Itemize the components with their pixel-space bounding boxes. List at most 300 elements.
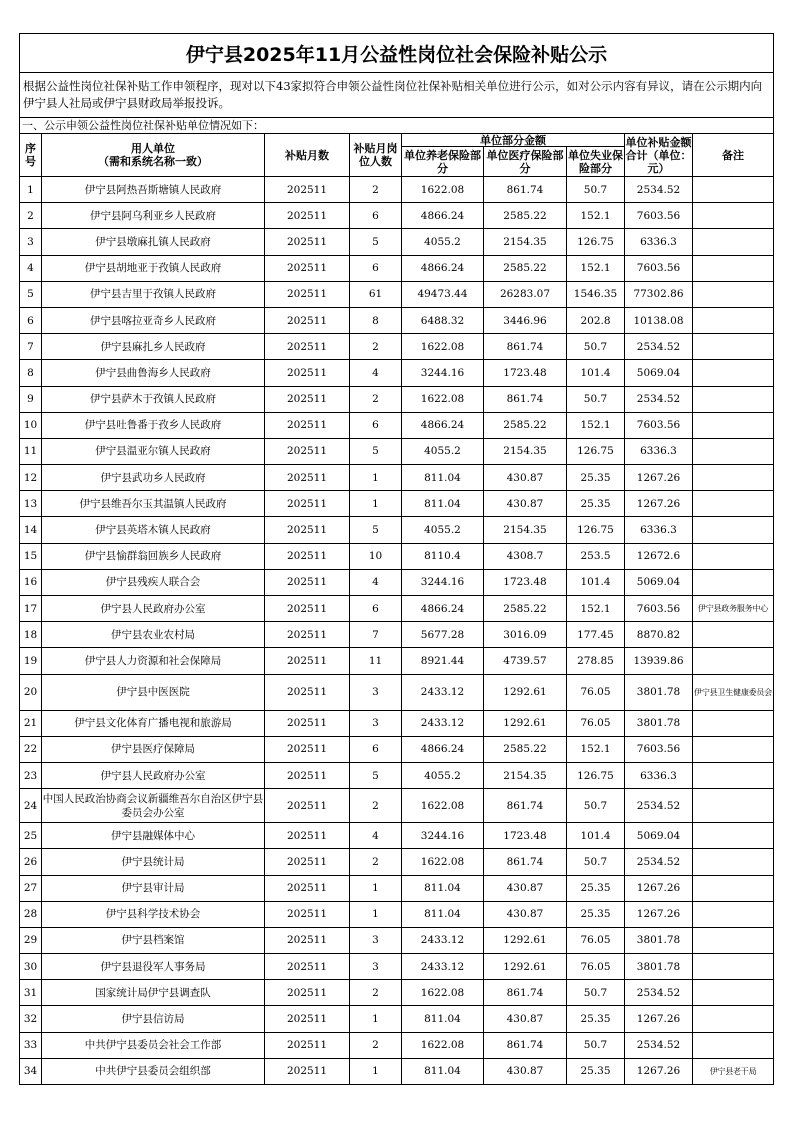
cell-seq: 20 xyxy=(20,674,42,710)
cell-unit: 伊宁县喀拉亚奇乡人民政府 xyxy=(42,307,265,333)
cell-month: 202511 xyxy=(265,927,350,953)
cell-unit: 伊宁县愉群翁回族乡人民政府 xyxy=(42,543,265,569)
cell-seq: 8 xyxy=(20,360,42,386)
cell-pension: 3244.16 xyxy=(402,823,484,849)
cell-unemployment: 50.7 xyxy=(567,177,625,203)
table-row xyxy=(20,334,774,360)
cell-note xyxy=(693,648,774,674)
cell-unemployment: 126.75 xyxy=(567,438,625,464)
cell-unemployment: 50.7 xyxy=(567,1032,625,1058)
cell-unemployment: 101.4 xyxy=(567,569,625,595)
table-row xyxy=(20,569,774,595)
cell-total: 7603.56 xyxy=(625,736,693,762)
cell-medical: 2154.35 xyxy=(484,517,567,543)
cell-pension: 1622.08 xyxy=(402,386,484,412)
cell-seq: 1 xyxy=(20,177,42,203)
cell-total: 5069.04 xyxy=(625,360,693,386)
cell-unemployment: 177.45 xyxy=(567,622,625,648)
table-row xyxy=(20,622,774,648)
cell-medical: 3446.96 xyxy=(484,307,567,333)
cell-pension: 811.04 xyxy=(402,1006,484,1032)
cell-unemployment: 50.7 xyxy=(567,980,625,1006)
cell-unemployment: 50.7 xyxy=(567,789,625,823)
table-row xyxy=(20,875,774,901)
table-row xyxy=(20,255,774,281)
cell-medical: 1292.61 xyxy=(484,954,567,980)
cell-medical: 26283.07 xyxy=(484,281,567,307)
cell-unit: 伊宁县阿乌利亚乡人民政府 xyxy=(42,203,265,229)
cell-month: 202511 xyxy=(265,203,350,229)
cell-month: 202511 xyxy=(265,674,350,710)
cell-note xyxy=(693,927,774,953)
cell-pension: 1622.08 xyxy=(402,789,484,823)
cell-seq: 26 xyxy=(20,849,42,875)
cell-unit: 伊宁县审计局 xyxy=(42,875,265,901)
cell-total: 7603.56 xyxy=(625,203,693,229)
cell-unit: 伊宁县英塔木镇人民政府 xyxy=(42,517,265,543)
cell-unemployment: 152.1 xyxy=(567,203,625,229)
cell-unit: 伊宁县维吾尔玉其温镇人民政府 xyxy=(42,491,265,517)
cell-total: 6336.3 xyxy=(625,438,693,464)
cell-month: 202511 xyxy=(265,281,350,307)
cell-medical: 430.87 xyxy=(484,1006,567,1032)
cell-seq: 18 xyxy=(20,622,42,648)
cell-month: 202511 xyxy=(265,517,350,543)
cell-persons: 61 xyxy=(350,281,402,307)
cell-unit: 伊宁县温亚尔镇人民政府 xyxy=(42,438,265,464)
cell-note xyxy=(693,1032,774,1058)
cell-note: 伊宁县卫生健康委员会 xyxy=(693,674,774,710)
cell-total: 1267.26 xyxy=(625,901,693,927)
cell-medical: 430.87 xyxy=(484,465,567,491)
cell-month: 202511 xyxy=(265,1058,350,1084)
cell-total: 2534.52 xyxy=(625,386,693,412)
cell-note xyxy=(693,229,774,255)
header-unemployment: 单位失业保险部分 xyxy=(568,148,623,175)
cell-pension: 811.04 xyxy=(402,465,484,491)
header-unit-label: 用人单位 xyxy=(131,142,175,155)
header-note: 备注 xyxy=(693,134,774,177)
cell-persons: 8 xyxy=(350,307,402,333)
cell-month: 202511 xyxy=(265,736,350,762)
cell-persons: 6 xyxy=(350,255,402,281)
cell-unit: 伊宁县退役军人事务局 xyxy=(42,954,265,980)
cell-note xyxy=(693,569,774,595)
cell-unit: 伊宁县曲鲁海乡人民政府 xyxy=(42,360,265,386)
cell-unemployment: 126.75 xyxy=(567,229,625,255)
cell-medical: 2154.35 xyxy=(484,229,567,255)
subsidy-table xyxy=(19,33,774,1085)
cell-month: 202511 xyxy=(265,762,350,788)
cell-pension: 4866.24 xyxy=(402,736,484,762)
cell-note xyxy=(693,177,774,203)
cell-pension: 4055.2 xyxy=(402,517,484,543)
cell-month: 202511 xyxy=(265,412,350,438)
cell-persons: 3 xyxy=(350,927,402,953)
table-row xyxy=(20,789,774,823)
cell-unemployment: 152.1 xyxy=(567,736,625,762)
cell-month: 202511 xyxy=(265,823,350,849)
cell-unemployment: 278.85 xyxy=(567,648,625,674)
cell-total: 2534.52 xyxy=(625,1032,693,1058)
cell-unemployment: 50.7 xyxy=(567,334,625,360)
cell-total: 1267.26 xyxy=(625,875,693,901)
cell-unemployment: 25.35 xyxy=(567,465,625,491)
cell-total: 3801.78 xyxy=(625,674,693,710)
cell-persons: 2 xyxy=(350,177,402,203)
cell-pension: 4055.2 xyxy=(402,438,484,464)
cell-persons: 2 xyxy=(350,334,402,360)
cell-medical: 430.87 xyxy=(484,491,567,517)
cell-pension: 4055.2 xyxy=(402,229,484,255)
cell-pension: 811.04 xyxy=(402,1058,484,1084)
cell-unemployment: 76.05 xyxy=(567,927,625,953)
cell-month: 202511 xyxy=(265,849,350,875)
cell-pension: 4055.2 xyxy=(402,762,484,788)
table-row xyxy=(20,954,774,980)
table-row xyxy=(20,438,774,464)
cell-medical: 1292.61 xyxy=(484,674,567,710)
cell-total: 12672.6 xyxy=(625,543,693,569)
cell-pension: 8110.4 xyxy=(402,543,484,569)
cell-month: 202511 xyxy=(265,334,350,360)
table-row xyxy=(20,648,774,674)
cell-unemployment: 25.35 xyxy=(567,1058,625,1084)
cell-seq: 33 xyxy=(20,1032,42,1058)
cell-total: 6336.3 xyxy=(625,229,693,255)
cell-month: 202511 xyxy=(265,438,350,464)
cell-pension: 4866.24 xyxy=(402,412,484,438)
cell-medical: 1723.48 xyxy=(484,360,567,386)
cell-persons: 1 xyxy=(350,875,402,901)
table-row xyxy=(20,229,774,255)
cell-unemployment: 25.35 xyxy=(567,491,625,517)
cell-total: 7603.56 xyxy=(625,412,693,438)
cell-persons: 3 xyxy=(350,674,402,710)
cell-unemployment: 25.35 xyxy=(567,901,625,927)
cell-note xyxy=(693,622,774,648)
cell-total: 1267.26 xyxy=(625,1006,693,1032)
cell-month: 202511 xyxy=(265,954,350,980)
table-row xyxy=(20,543,774,569)
cell-total: 2534.52 xyxy=(625,177,693,203)
header-unit xyxy=(42,134,265,177)
cell-total: 3801.78 xyxy=(625,954,693,980)
cell-month: 202511 xyxy=(265,596,350,622)
cell-seq: 34 xyxy=(20,1058,42,1084)
table-row xyxy=(20,465,774,491)
intro-paragraph: 根据公益性岗位社保补贴工作申领程序，现对以下43家拟符合申领公益性岗位社保补贴相关单位进行公示，如对公示内容有异议，请在公示期内向伊宁县人社局或伊宁县财政局举报投诉。 xyxy=(20,73,774,118)
cell-medical: 861.74 xyxy=(484,177,567,203)
header-medical: 单位医疗保险部分 xyxy=(484,147,567,177)
cell-total: 1267.26 xyxy=(625,491,693,517)
cell-medical: 2585.22 xyxy=(484,412,567,438)
cell-medical: 1292.61 xyxy=(484,927,567,953)
cell-seq: 9 xyxy=(20,386,42,412)
table-row xyxy=(20,177,774,203)
cell-seq: 15 xyxy=(20,543,42,569)
cell-unemployment: 101.4 xyxy=(567,823,625,849)
cell-unit: 伊宁县麻扎乡人民政府 xyxy=(42,334,265,360)
cell-total: 7603.56 xyxy=(625,255,693,281)
cell-unemployment: 76.05 xyxy=(567,674,625,710)
cell-persons: 6 xyxy=(350,736,402,762)
cell-seq: 7 xyxy=(20,334,42,360)
cell-note xyxy=(693,517,774,543)
cell-pension: 811.04 xyxy=(402,875,484,901)
cell-pension: 1622.08 xyxy=(402,1032,484,1058)
cell-unemployment: 1546.35 xyxy=(567,281,625,307)
header-seq: 序号 xyxy=(20,134,42,177)
cell-medical: 861.74 xyxy=(484,334,567,360)
cell-month: 202511 xyxy=(265,307,350,333)
cell-note: 伊宁县政务服务中心 xyxy=(693,596,774,622)
table-row xyxy=(20,710,774,736)
cell-unemployment: 76.05 xyxy=(567,954,625,980)
table-row xyxy=(20,386,774,412)
cell-persons: 2 xyxy=(350,849,402,875)
cell-seq: 16 xyxy=(20,569,42,595)
cell-note xyxy=(693,823,774,849)
cell-unit: 伊宁县胡地亚于孜镇人民政府 xyxy=(42,255,265,281)
cell-persons: 5 xyxy=(350,762,402,788)
cell-persons: 5 xyxy=(350,517,402,543)
cell-month: 202511 xyxy=(265,1006,350,1032)
cell-unit: 伊宁县医疗保障局 xyxy=(42,736,265,762)
cell-unemployment: 126.75 xyxy=(567,517,625,543)
cell-unemployment: 50.7 xyxy=(567,386,625,412)
cell-total: 2534.52 xyxy=(625,980,693,1006)
cell-note xyxy=(693,849,774,875)
cell-note xyxy=(693,980,774,1006)
cell-note xyxy=(693,901,774,927)
cell-note xyxy=(693,386,774,412)
cell-month: 202511 xyxy=(265,789,350,823)
cell-medical: 2154.35 xyxy=(484,762,567,788)
cell-note xyxy=(693,255,774,281)
cell-medical: 861.74 xyxy=(484,1032,567,1058)
cell-persons: 10 xyxy=(350,543,402,569)
cell-medical: 2585.22 xyxy=(484,736,567,762)
cell-unit: 伊宁县萨木于孜镇人民政府 xyxy=(42,386,265,412)
cell-seq: 10 xyxy=(20,412,42,438)
cell-unit: 伊宁县武功乡人民政府 xyxy=(42,465,265,491)
cell-note xyxy=(693,875,774,901)
cell-medical: 2154.35 xyxy=(484,438,567,464)
cell-seq: 17 xyxy=(20,596,42,622)
cell-month: 202511 xyxy=(265,901,350,927)
cell-seq: 22 xyxy=(20,736,42,762)
cell-persons: 1 xyxy=(350,491,402,517)
cell-seq: 12 xyxy=(20,465,42,491)
cell-persons: 11 xyxy=(350,648,402,674)
cell-unit: 伊宁县科学技术协会 xyxy=(42,901,265,927)
cell-pension: 49473.44 xyxy=(402,281,484,307)
cell-seq: 32 xyxy=(20,1006,42,1032)
cell-medical: 430.87 xyxy=(484,901,567,927)
cell-month: 202511 xyxy=(265,255,350,281)
cell-unit: 伊宁县信访局 xyxy=(42,1006,265,1032)
cell-seq: 29 xyxy=(20,927,42,953)
table-row xyxy=(20,823,774,849)
header-month: 补贴月数 xyxy=(265,134,350,177)
cell-pension: 811.04 xyxy=(402,901,484,927)
cell-month: 202511 xyxy=(265,360,350,386)
cell-total: 1267.26 xyxy=(625,465,693,491)
cell-unemployment: 126.75 xyxy=(567,762,625,788)
cell-persons: 6 xyxy=(350,596,402,622)
header-pension: 单位养老保险部分 xyxy=(402,147,484,177)
table-row xyxy=(20,901,774,927)
cell-month: 202511 xyxy=(265,622,350,648)
cell-unit: 伊宁县墩麻扎镇人民政府 xyxy=(42,229,265,255)
cell-note xyxy=(693,412,774,438)
cell-total: 8870.82 xyxy=(625,622,693,648)
cell-seq: 3 xyxy=(20,229,42,255)
cell-month: 202511 xyxy=(265,980,350,1006)
cell-total: 77302.86 xyxy=(625,281,693,307)
table-row xyxy=(20,1006,774,1032)
cell-pension: 4866.24 xyxy=(402,203,484,229)
cell-note xyxy=(693,334,774,360)
cell-total: 13939.86 xyxy=(625,648,693,674)
cell-note xyxy=(693,360,774,386)
cell-unemployment: 152.1 xyxy=(567,255,625,281)
cell-seq: 27 xyxy=(20,875,42,901)
cell-medical: 861.74 xyxy=(484,789,567,823)
cell-persons: 1 xyxy=(350,901,402,927)
cell-total: 6336.3 xyxy=(625,517,693,543)
cell-seq: 4 xyxy=(20,255,42,281)
table-row xyxy=(20,307,774,333)
cell-note xyxy=(693,736,774,762)
cell-note xyxy=(693,710,774,736)
cell-pension: 2433.12 xyxy=(402,710,484,736)
cell-pension: 1622.08 xyxy=(402,334,484,360)
cell-month: 202511 xyxy=(265,229,350,255)
cell-unemployment: 253.5 xyxy=(567,543,625,569)
cell-persons: 6 xyxy=(350,203,402,229)
table-row xyxy=(20,674,774,710)
cell-unemployment: 25.35 xyxy=(567,1006,625,1032)
cell-medical: 4739.57 xyxy=(484,648,567,674)
table-body xyxy=(20,177,774,1085)
cell-persons: 4 xyxy=(350,569,402,595)
cell-pension: 5677.28 xyxy=(402,622,484,648)
cell-seq: 6 xyxy=(20,307,42,333)
cell-note xyxy=(693,1006,774,1032)
cell-medical: 1723.48 xyxy=(484,823,567,849)
cell-pension: 6488.32 xyxy=(402,307,484,333)
cell-medical: 1723.48 xyxy=(484,569,567,595)
cell-pension: 4866.24 xyxy=(402,255,484,281)
cell-persons: 5 xyxy=(350,438,402,464)
cell-unemployment: 101.4 xyxy=(567,360,625,386)
cell-unit: 伊宁县中医医院 xyxy=(42,674,265,710)
table-row xyxy=(20,203,774,229)
cell-medical: 861.74 xyxy=(484,849,567,875)
cell-persons: 5 xyxy=(350,229,402,255)
cell-pension: 2433.12 xyxy=(402,954,484,980)
cell-seq: 19 xyxy=(20,648,42,674)
cell-seq: 14 xyxy=(20,517,42,543)
cell-persons: 2 xyxy=(350,980,402,1006)
cell-persons: 1 xyxy=(350,1006,402,1032)
cell-unemployment: 76.05 xyxy=(567,710,625,736)
table-row xyxy=(20,736,774,762)
cell-persons: 1 xyxy=(350,1058,402,1084)
cell-note xyxy=(693,465,774,491)
cell-note xyxy=(693,762,774,788)
cell-pension: 1622.08 xyxy=(402,849,484,875)
cell-note xyxy=(693,281,774,307)
header-total: 单位补贴金额合计（单位：元） xyxy=(625,135,692,175)
cell-persons: 4 xyxy=(350,823,402,849)
cell-pension: 3244.16 xyxy=(402,360,484,386)
cell-seq: 28 xyxy=(20,901,42,927)
cell-unit: 伊宁县文化体育广播电视和旅游局 xyxy=(42,710,265,736)
notice-sheet xyxy=(19,33,773,1085)
cell-unit: 伊宁县吉里于孜镇人民政府 xyxy=(42,281,265,307)
cell-unit: 伊宁县人力资源和社会保障局 xyxy=(42,648,265,674)
cell-persons: 2 xyxy=(350,386,402,412)
cell-unit: 伊宁县统计局 xyxy=(42,849,265,875)
cell-total: 7603.56 xyxy=(625,596,693,622)
cell-medical: 4308.7 xyxy=(484,543,567,569)
cell-medical: 2585.22 xyxy=(484,596,567,622)
cell-unit: 伊宁县吐鲁番于孜乡人民政府 xyxy=(42,412,265,438)
cell-note xyxy=(693,438,774,464)
header-unit-sub: （需和系统名称一致） xyxy=(98,155,208,168)
cell-month: 202511 xyxy=(265,177,350,203)
cell-note xyxy=(693,307,774,333)
table-row xyxy=(20,1032,774,1058)
cell-medical: 2585.22 xyxy=(484,255,567,281)
cell-medical: 2585.22 xyxy=(484,203,567,229)
cell-note xyxy=(693,203,774,229)
cell-medical: 430.87 xyxy=(484,1058,567,1084)
cell-seq: 25 xyxy=(20,823,42,849)
cell-total: 2534.52 xyxy=(625,789,693,823)
table-row xyxy=(20,491,774,517)
table-row xyxy=(20,596,774,622)
cell-medical: 430.87 xyxy=(484,875,567,901)
cell-pension: 1622.08 xyxy=(402,980,484,1006)
cell-persons: 6 xyxy=(350,412,402,438)
cell-persons: 2 xyxy=(350,1032,402,1058)
cell-month: 202511 xyxy=(265,543,350,569)
cell-month: 202511 xyxy=(265,569,350,595)
table-row xyxy=(20,412,774,438)
cell-seq: 21 xyxy=(20,710,42,736)
table-row xyxy=(20,281,774,307)
header-persons: 补贴月岗位人数 xyxy=(350,134,402,177)
cell-total: 2534.52 xyxy=(625,334,693,360)
cell-unemployment: 152.1 xyxy=(567,412,625,438)
cell-persons: 4 xyxy=(350,360,402,386)
cell-unemployment: 202.8 xyxy=(567,307,625,333)
cell-medical: 3016.09 xyxy=(484,622,567,648)
cell-pension: 4866.24 xyxy=(402,596,484,622)
cell-seq: 2 xyxy=(20,203,42,229)
cell-month: 202511 xyxy=(265,465,350,491)
cell-total: 3801.78 xyxy=(625,710,693,736)
cell-note: 伊宁县老干局 xyxy=(693,1058,774,1084)
cell-total: 2534.52 xyxy=(625,849,693,875)
cell-persons: 3 xyxy=(350,954,402,980)
cell-pension: 1622.08 xyxy=(402,177,484,203)
cell-pension: 2433.12 xyxy=(402,674,484,710)
